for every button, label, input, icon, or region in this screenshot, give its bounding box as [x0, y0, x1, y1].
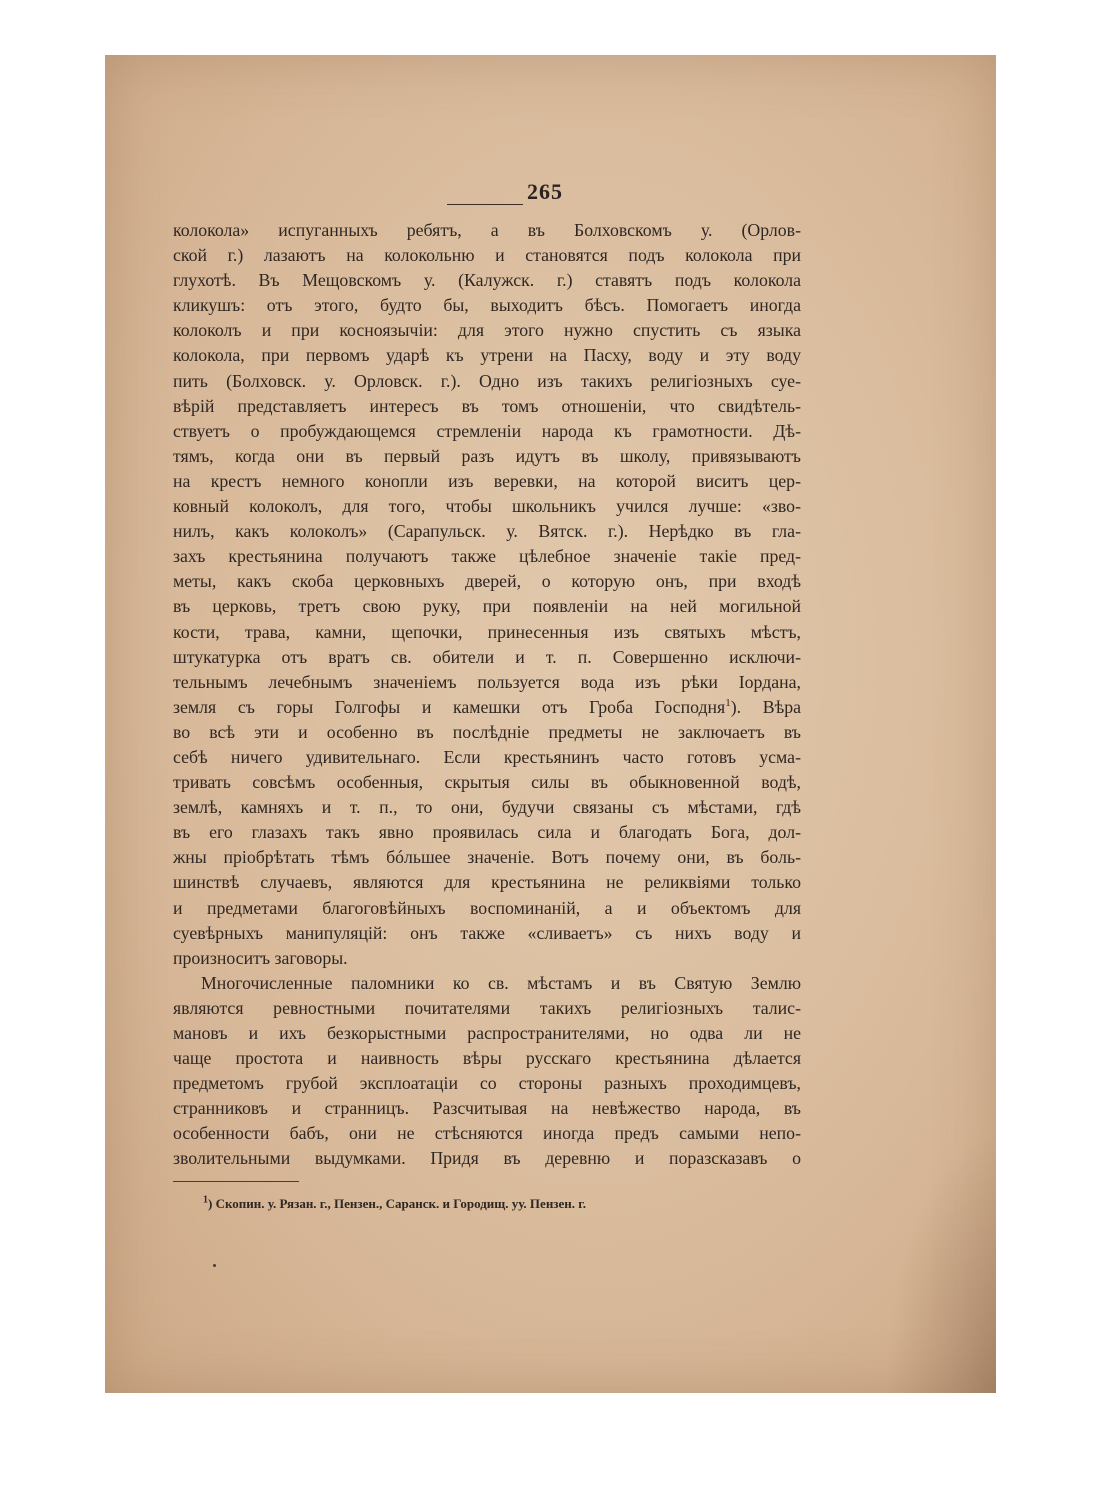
text-line: тямъ, когда они въ первый разъ идутъ въ школу, привязываютъ — [173, 445, 801, 466]
text-line: меты, какъ скоба церковныхъ дверей, о которую онъ, при входѣ — [173, 571, 801, 592]
text-line: чаще простота и наивность вѣры русскаго крестьянина дѣлается — [173, 1048, 801, 1069]
text-line: мановъ и ихъ безкорыстными распространителями, но одва ли не — [173, 1023, 801, 1043]
text-line: странниковъ и странницъ. Разсчитывая на невѣжество народа, въ — [173, 1098, 801, 1119]
text-line: кликушъ: отъ этого, будто бы, выходитъ бѣсъ. Помогаетъ иногда — [173, 295, 801, 316]
text-line: землѣ, камняхъ и т. п., то они, будучи связаны съ мѣстами, гдѣ — [173, 797, 801, 818]
text-line-end: ). Вѣра — [730, 696, 802, 717]
text-line-start: земля съ горы Голгофы и камешки отъ Гроба Господня — [173, 696, 726, 717]
text-line: на крестъ немного конопли изъ веревки, на которой виситъ цер- — [173, 470, 801, 491]
text-line-with-note — [173, 695, 801, 720]
text-line: колокола, при первомъ ударѣ къ утрени на Пасху, воду и эту воду — [173, 345, 801, 366]
text-line: во всѣ эти и особенно въ послѣдніе предметы не заключаетъ въ — [173, 721, 801, 742]
text-line-paragraph-start: Многочисленные паломники ко св. мѣстамъ и въ Святую Землю — [201, 972, 801, 993]
page-number: 265 — [527, 179, 563, 204]
text-line: штукатурка отъ вратъ св. обители и т. п. Совершенно исключи- — [173, 646, 801, 667]
text-line: пить (Болховск. у. Орловск. г.). Одно изъ такихъ религіозныхъ суе- — [173, 370, 801, 391]
text-line: жны пріобрѣтать тѣмъ бóльшее значеніе. Вотъ почему они, въ боль- — [173, 847, 801, 868]
body-text — [173, 218, 801, 1172]
text-line: нилъ, какъ колоколъ» (Сарапульск. у. Вятск. г.). Нерѣдко въ гла- — [173, 521, 801, 542]
text-line: зволительными выдумками. Придя въ деревню и поразсказавъ о — [173, 1148, 801, 1169]
page-number-rule — [447, 204, 523, 205]
text-line: кости, трава, камни, щепочки, принесенныя изъ святыхъ мѣстъ, — [173, 621, 801, 642]
text-line: колокола» испуганныхъ ребятъ, а въ Болховскомъ у. (Орлов- — [173, 220, 801, 240]
text-line-paragraph-end: произноситъ заговоры. — [173, 947, 348, 968]
text-line: тривать совсѣмъ особенныя, скрытыя силы въ обыкновенной водѣ, — [173, 772, 801, 793]
text-line: предметомъ грубой эксплоатаціи со стороны разныхъ проходимцевъ, — [173, 1073, 801, 1094]
text-line: шинствѣ случаевъ, являются для крестьянина не реликвіями только — [173, 872, 801, 893]
footnote-text: ) Скопин. у. Рязан. г., Пензен., Саранск. и Городищ. уу. Пензен. г. — [208, 1196, 586, 1211]
footnote — [203, 1196, 763, 1212]
text-line: глухотѣ. Въ Мещовскомъ у. (Калужск. г.) ставятъ подъ колокола — [173, 270, 801, 291]
scanned-page — [105, 55, 996, 1393]
page-shadow — [886, 1133, 996, 1393]
text-line: вѣрій представляетъ интересъ въ томъ отношеніи, что свидѣтель- — [173, 395, 801, 416]
footnote-reference: 1 — [725, 696, 731, 709]
text-line: и предметами благоговѣйныхъ воспоминаній, а и объектомъ для — [173, 897, 801, 918]
text-line: ковный колоколъ, для того, чтобы школьникъ учился лучше: «зво- — [173, 496, 801, 517]
text-line: суевѣрныхъ манипуляцій: онъ также «сливаетъ» съ нихъ воду и — [173, 922, 801, 943]
text-line: являются ревностными почитателями такихъ религіозныхъ талис- — [173, 997, 801, 1018]
text-line: себѣ ничего удивительнаго. Если крестьянинъ часто готовъ усма- — [173, 746, 801, 767]
paper-speck — [213, 1264, 216, 1267]
text-line: захъ крестьянина получаютъ также цѣлебное значеніе такіе пред- — [173, 546, 801, 567]
text-line: въ его глазахъ такъ явно проявилась сила и благодать Бога, дол- — [173, 822, 801, 843]
text-line: колоколъ и при косноязычіи: для этого нужно спустить съ языка — [173, 320, 801, 341]
text-line: ствуетъ о пробуждающемся стремленіи народа къ грамотности. Дѣ- — [173, 420, 801, 441]
text-line: тельнымъ лечебнымъ значеніемъ пользуется вода изъ рѣки Іордана, — [173, 671, 801, 692]
text-line: въ церковь, третъ свою руку, при появленіи на ней могильной — [173, 596, 801, 617]
footnote-mark: 1 — [203, 1194, 208, 1206]
text-line: ской г.) лазаютъ на колокольню и становятся подъ колокола при — [173, 245, 801, 266]
text-line: особенности бабъ, они не стѣсняются иногда предъ самыми непо- — [173, 1123, 801, 1144]
footnote-rule — [173, 1181, 299, 1182]
